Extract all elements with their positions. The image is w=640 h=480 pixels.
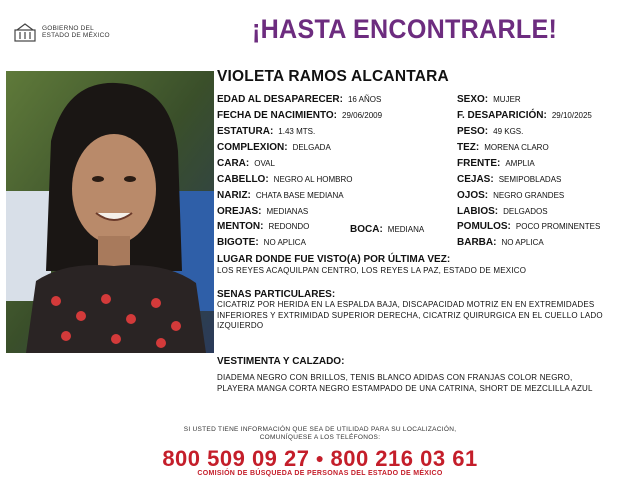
field-label: COMPLEXION: xyxy=(217,142,288,153)
field-value: NEGRO GRANDES xyxy=(493,191,565,200)
field-value: NEGRO AL HOMBRO xyxy=(273,175,353,184)
field-label: FRENTE: xyxy=(457,158,501,169)
field-value: OVAL xyxy=(254,159,275,168)
field-orejas xyxy=(217,207,308,217)
field-label: MENTON: xyxy=(217,221,264,232)
field-desaparicion xyxy=(457,111,592,121)
field-label: BIGOTE: xyxy=(217,237,259,248)
field-label: NARIZ: xyxy=(217,190,251,201)
field-label: CARA: xyxy=(217,158,250,169)
field-label: FECHA DE NACIMIENTO: xyxy=(217,110,337,121)
person-photo xyxy=(6,71,214,353)
field-peso xyxy=(457,127,523,137)
field-complexion xyxy=(217,143,331,153)
field-label: F. DESAPARICIÓN: xyxy=(457,110,547,121)
field-bigote xyxy=(217,238,306,248)
field-label: CABELLO: xyxy=(217,174,269,185)
field-value: 1.43 MTS. xyxy=(278,127,316,136)
field-label: ESTATURA: xyxy=(217,126,274,137)
field-boca xyxy=(350,225,424,235)
field-label: POMULOS: xyxy=(457,221,511,232)
logo-line2: ESTADO DE MÉXICO xyxy=(42,32,110,39)
field-tez xyxy=(457,143,549,153)
field-value: 49 KGS. xyxy=(493,127,524,136)
field-frente xyxy=(457,159,535,169)
field-label: TEZ: xyxy=(457,142,480,153)
field-labios xyxy=(457,207,548,217)
field-value: NO APLICA xyxy=(501,238,544,247)
phone-number-2: 800 216 03 61 xyxy=(330,446,478,471)
footer-note-line1: SI USTED TIENE INFORMACIÓN QUE SEA DE UTILIDAD PARA SU LOCALIZACIÓN, xyxy=(183,426,457,433)
field-cejas xyxy=(457,175,561,185)
clothing-text: DIADEMA NEGRO CON BRILLOS, TENIS BLANCO ADIDAS CON FRANJAS COLOR NEGRO, PLAYERA MANGA CORTA NEGRO ESTAMPADO DE UNA CATRINA, SHORT DE MEZCLILLA AZUL xyxy=(217,373,593,393)
phone-number-1: 800 509 09 27 xyxy=(162,446,310,471)
phone-numbers xyxy=(0,446,640,472)
last-seen-title: LUGAR DONDE FUE VISTO(A) POR ÚLTIMA VEZ: xyxy=(217,254,451,265)
field-label: EDAD AL DESAPARECER: xyxy=(217,94,343,105)
field-value: SEMIPOBLADAS xyxy=(498,175,562,184)
last-seen-text: LOS REYES ACAQUILPAN CENTRO, LOS REYES LA PAZ, ESTADO DE MEXICO xyxy=(217,266,527,275)
person-name: VIOLETA RAMOS ALCANTARA xyxy=(217,68,449,85)
footer-note-line2: COMUNÍQUESE A LOS TELÉFONOS: xyxy=(259,434,381,441)
field-menton xyxy=(217,222,309,232)
field-barba xyxy=(457,238,544,248)
headline: ¡HASTA ENCONTRARLE! xyxy=(252,14,558,44)
field-estatura xyxy=(217,127,315,137)
logo-line1: GOBIERNO DEL xyxy=(42,25,94,32)
commission-name: COMISIÓN DE BÚSQUEDA DE PERSONAS DEL ESTADO DE MÉXICO xyxy=(197,470,443,477)
field-ojos xyxy=(457,191,564,201)
field-label: PESO: xyxy=(457,126,489,137)
field-value: REDONDO xyxy=(268,222,310,231)
field-value: MEDIANA xyxy=(387,225,425,234)
field-value: AMPLIA xyxy=(505,159,535,168)
field-value: NO APLICA xyxy=(263,238,306,247)
field-edad xyxy=(217,95,381,105)
clothing-title: VESTIMENTA Y CALZADO: xyxy=(217,356,345,367)
separator-dot-icon: ● xyxy=(315,450,325,466)
field-value: POCO PROMINENTES xyxy=(515,222,601,231)
government-seal-icon xyxy=(14,22,36,42)
marks-title: SENAS PARTICULARES: xyxy=(217,289,336,300)
field-value: 29/06/2009 xyxy=(342,111,383,120)
field-value: DELGADOS xyxy=(503,207,548,216)
field-sexo xyxy=(457,95,521,105)
field-label: CEJAS: xyxy=(457,174,494,185)
field-label: LABIOS: xyxy=(457,206,499,217)
field-cabello xyxy=(217,175,353,185)
field-label: OJOS: xyxy=(457,190,489,201)
field-value: 29/10/2025 xyxy=(551,111,592,120)
field-nacimiento xyxy=(217,111,382,121)
marks-text: CICATRIZ POR HERIDA EN LA ESPALDA BAJA, DISCAPACIDAD MOTRIZ EN EN EXTREMIDADES INFERIORES Y EXTRIMIDAD SUPERIOR DERECHA, CICATRIZ QUIRURGICA EN EL CUELLO LADO IZQUIERDO xyxy=(217,300,603,330)
field-label: OREJAS: xyxy=(217,206,262,217)
government-logo xyxy=(14,22,110,42)
field-label: BARBA: xyxy=(457,237,497,248)
field-value: MORENA CLARO xyxy=(484,143,549,152)
field-label: BOCA: xyxy=(350,224,383,235)
logo-text xyxy=(42,25,110,39)
field-cara xyxy=(217,159,275,169)
field-value: 16 AÑOS xyxy=(347,95,382,104)
field-nariz xyxy=(217,191,344,201)
field-label: SEXO: xyxy=(457,94,489,105)
field-pomulos xyxy=(457,222,600,232)
field-value: CHATA BASE MEDIANA xyxy=(255,191,344,200)
field-value: MUJER xyxy=(493,95,521,104)
field-value: DELGADA xyxy=(292,143,331,152)
field-value: MEDIANAS xyxy=(266,207,309,216)
